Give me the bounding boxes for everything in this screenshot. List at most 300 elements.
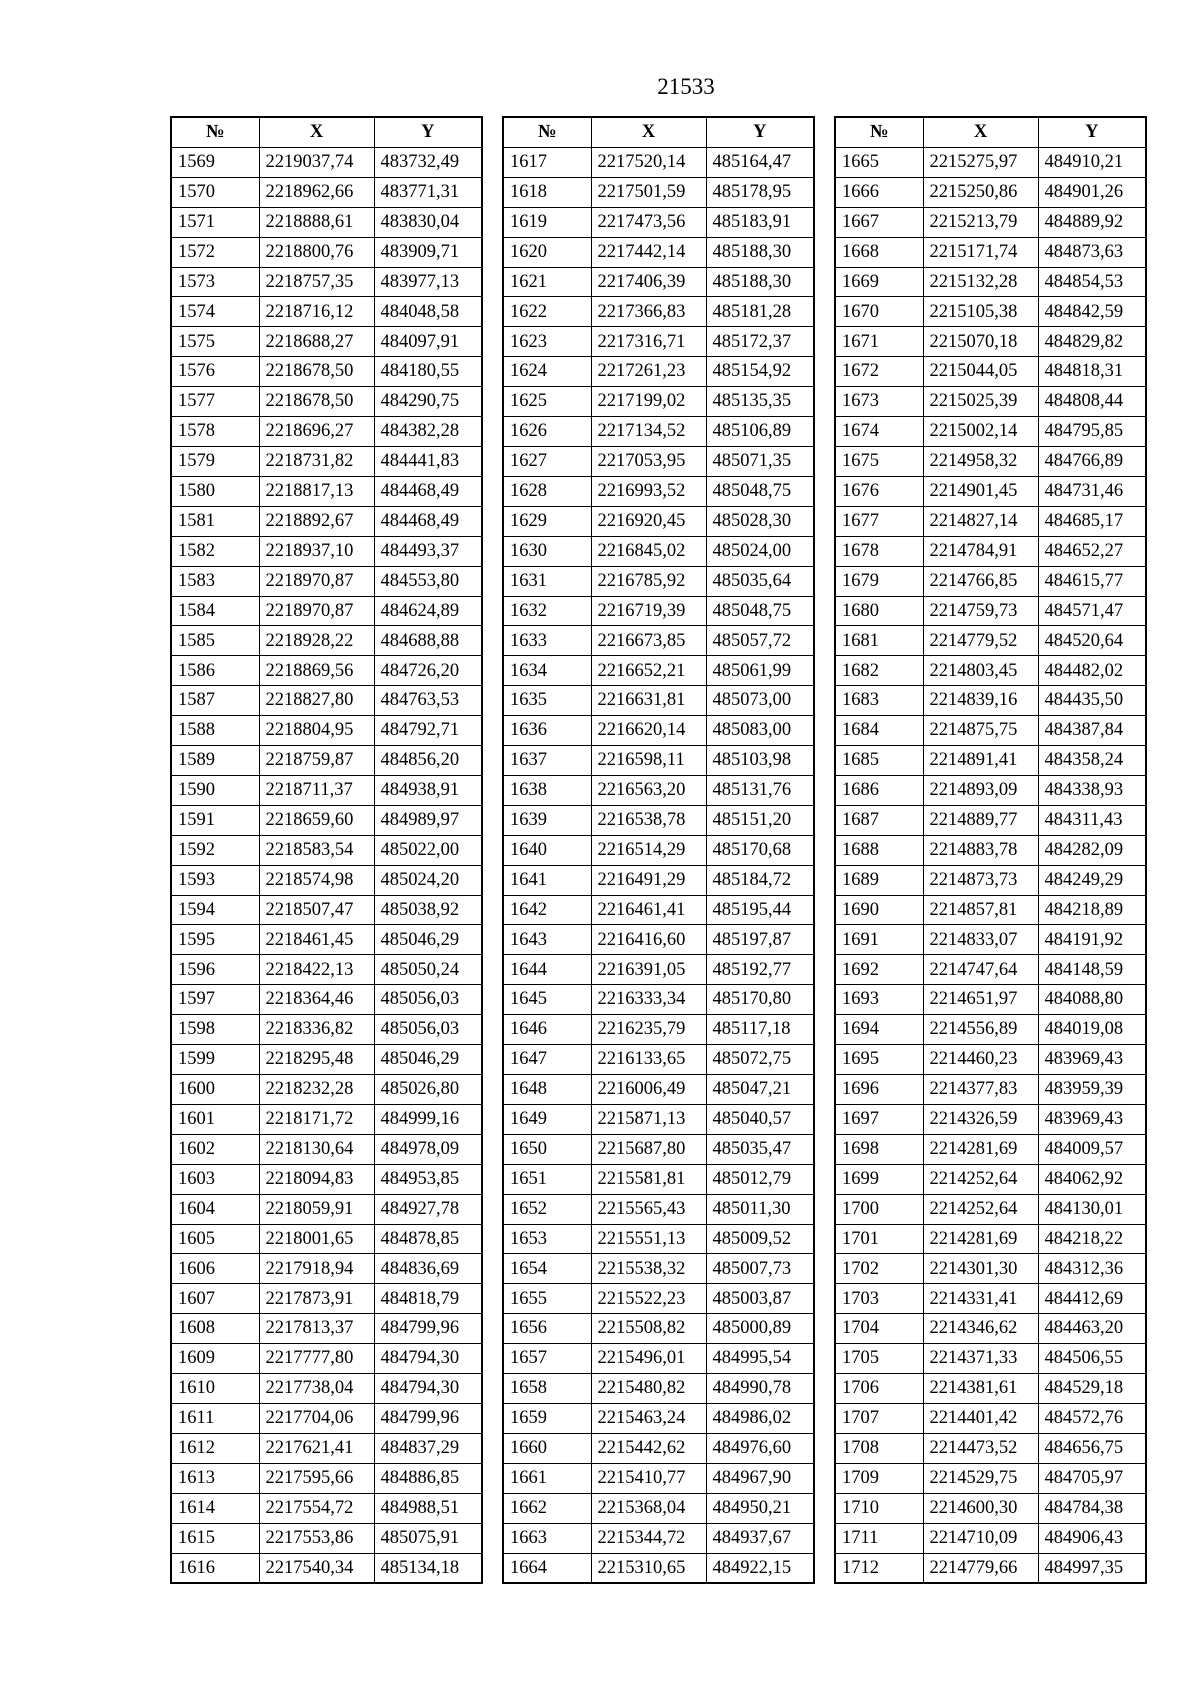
- x-coordinate: 2214651,97: [923, 985, 1038, 1015]
- x-coordinate: 2218817,13: [259, 476, 374, 506]
- x-coordinate: 2217501,59: [591, 177, 706, 207]
- table-row: [503, 805, 814, 835]
- y-coordinate: 484382,28: [374, 417, 482, 447]
- x-coordinate: 2214803,45: [923, 656, 1038, 686]
- table-row: [503, 1164, 814, 1194]
- point-number: 1693: [835, 985, 923, 1015]
- table-row: [835, 1344, 1146, 1374]
- point-number: 1597: [171, 985, 259, 1015]
- y-coordinate: 484218,89: [1038, 895, 1146, 925]
- y-coordinate: 485003,87: [706, 1284, 814, 1314]
- table-row: [503, 566, 814, 596]
- table-row: [171, 327, 482, 357]
- x-coordinate: 2218757,35: [259, 267, 374, 297]
- x-coordinate: 2217595,66: [259, 1463, 374, 1493]
- x-coordinate: 2218970,87: [259, 566, 374, 596]
- y-coordinate: 484927,78: [374, 1194, 482, 1224]
- point-number: 1587: [171, 686, 259, 716]
- x-coordinate: 2214889,77: [923, 805, 1038, 835]
- table-row: [503, 1314, 814, 1344]
- point-number: 1570: [171, 177, 259, 207]
- x-coordinate: 2216631,81: [591, 686, 706, 716]
- point-number: 1692: [835, 955, 923, 985]
- y-coordinate: 484553,80: [374, 566, 482, 596]
- table-row: [503, 1344, 814, 1374]
- y-coordinate: 484529,18: [1038, 1374, 1146, 1404]
- point-number: 1654: [503, 1254, 591, 1284]
- x-coordinate: 2215025,39: [923, 387, 1038, 417]
- y-coordinate: 484506,55: [1038, 1344, 1146, 1374]
- y-coordinate: 484520,64: [1038, 626, 1146, 656]
- y-coordinate: 484572,76: [1038, 1403, 1146, 1433]
- header-number: №: [171, 117, 259, 147]
- y-coordinate: 484685,17: [1038, 506, 1146, 536]
- table-row: [171, 596, 482, 626]
- point-number: 1694: [835, 1015, 923, 1045]
- table-row: [503, 327, 814, 357]
- point-number: 1700: [835, 1194, 923, 1224]
- y-coordinate: 485154,92: [706, 357, 814, 387]
- y-coordinate: 484967,90: [706, 1463, 814, 1493]
- point-number: 1583: [171, 566, 259, 596]
- point-number: 1626: [503, 417, 591, 447]
- x-coordinate: 2215132,28: [923, 267, 1038, 297]
- point-number: 1677: [835, 506, 923, 536]
- y-coordinate: 484468,49: [374, 506, 482, 536]
- point-number: 1705: [835, 1344, 923, 1374]
- table-row: [835, 1224, 1146, 1254]
- y-coordinate: 485024,00: [706, 536, 814, 566]
- point-number: 1661: [503, 1463, 591, 1493]
- x-coordinate: 2218295,48: [259, 1045, 374, 1075]
- x-coordinate: 2214839,16: [923, 686, 1038, 716]
- y-coordinate: 484435,50: [1038, 686, 1146, 716]
- x-coordinate: 2216598,11: [591, 746, 706, 776]
- y-coordinate: 485135,35: [706, 387, 814, 417]
- point-number: 1616: [171, 1553, 259, 1583]
- table-row: [835, 865, 1146, 895]
- table-row: [503, 1104, 814, 1134]
- table-row: [503, 1194, 814, 1224]
- table-row: [503, 1433, 814, 1463]
- point-number: 1585: [171, 626, 259, 656]
- y-coordinate: 485172,37: [706, 327, 814, 357]
- table-row: [171, 446, 482, 476]
- x-coordinate: 2219037,74: [259, 147, 374, 177]
- x-coordinate: 2215250,86: [923, 177, 1038, 207]
- point-number: 1608: [171, 1314, 259, 1344]
- x-coordinate: 2218888,61: [259, 207, 374, 237]
- y-coordinate: 484997,35: [1038, 1553, 1146, 1583]
- table-row: [835, 327, 1146, 357]
- y-coordinate: 484019,08: [1038, 1015, 1146, 1045]
- x-coordinate: 2217053,95: [591, 446, 706, 476]
- table-row: [503, 1523, 814, 1553]
- y-coordinate: 484482,02: [1038, 656, 1146, 686]
- x-coordinate: 2214883,78: [923, 835, 1038, 865]
- table-row: [503, 1493, 814, 1523]
- table-row: [835, 835, 1146, 865]
- y-coordinate: 485061,99: [706, 656, 814, 686]
- x-coordinate: 2215508,82: [591, 1314, 706, 1344]
- table-row: [503, 686, 814, 716]
- table-row: [835, 446, 1146, 476]
- point-number: 1686: [835, 775, 923, 805]
- x-coordinate: 2218716,12: [259, 297, 374, 327]
- table-row: [171, 387, 482, 417]
- point-number: 1609: [171, 1344, 259, 1374]
- x-coordinate: 2215344,72: [591, 1523, 706, 1553]
- y-coordinate: 483909,71: [374, 237, 482, 267]
- y-coordinate: 484976,60: [706, 1433, 814, 1463]
- x-coordinate: 2218804,95: [259, 716, 374, 746]
- x-coordinate: 2218678,50: [259, 357, 374, 387]
- y-coordinate: 485188,30: [706, 267, 814, 297]
- point-number: 1706: [835, 1374, 923, 1404]
- x-coordinate: 2214875,75: [923, 716, 1038, 746]
- y-coordinate: 484624,89: [374, 596, 482, 626]
- coordinates-table-1: [170, 116, 483, 1584]
- table-row: [171, 775, 482, 805]
- x-coordinate: 2216785,92: [591, 566, 706, 596]
- point-number: 1676: [835, 476, 923, 506]
- y-coordinate: 484873,63: [1038, 237, 1146, 267]
- y-coordinate: 484763,53: [374, 686, 482, 716]
- point-number: 1638: [503, 775, 591, 805]
- x-coordinate: 2218731,82: [259, 446, 374, 476]
- table-row: [835, 1164, 1146, 1194]
- point-number: 1689: [835, 865, 923, 895]
- x-coordinate: 2218800,76: [259, 237, 374, 267]
- point-number: 1712: [835, 1553, 923, 1583]
- y-coordinate: 485170,68: [706, 835, 814, 865]
- x-coordinate: 2218659,60: [259, 805, 374, 835]
- table-row: [503, 925, 814, 955]
- table-row: [503, 775, 814, 805]
- x-coordinate: 2215581,81: [591, 1164, 706, 1194]
- point-number: 1582: [171, 536, 259, 566]
- table-row: [171, 147, 482, 177]
- point-number: 1579: [171, 446, 259, 476]
- y-coordinate: 485022,00: [374, 835, 482, 865]
- y-coordinate: 484995,54: [706, 1344, 814, 1374]
- table-row: [835, 1134, 1146, 1164]
- y-coordinate: 484953,85: [374, 1164, 482, 1194]
- point-number: 1685: [835, 746, 923, 776]
- point-number: 1614: [171, 1493, 259, 1523]
- x-coordinate: 2214891,41: [923, 746, 1038, 776]
- x-coordinate: 2215871,13: [591, 1104, 706, 1134]
- x-coordinate: 2218094,83: [259, 1164, 374, 1194]
- point-number: 1695: [835, 1045, 923, 1075]
- y-coordinate: 484937,67: [706, 1523, 814, 1553]
- y-coordinate: 484338,93: [1038, 775, 1146, 805]
- point-number: 1628: [503, 476, 591, 506]
- y-coordinate: 485012,79: [706, 1164, 814, 1194]
- table-row: [171, 865, 482, 895]
- x-coordinate: 2214600,30: [923, 1493, 1038, 1523]
- point-number: 1594: [171, 895, 259, 925]
- table-row: [171, 1194, 482, 1224]
- x-coordinate: 2216514,29: [591, 835, 706, 865]
- point-number: 1617: [503, 147, 591, 177]
- table-row: [503, 177, 814, 207]
- y-coordinate: 484463,20: [1038, 1314, 1146, 1344]
- point-number: 1675: [835, 446, 923, 476]
- y-coordinate: 484468,49: [374, 476, 482, 506]
- y-coordinate: 485048,75: [706, 476, 814, 506]
- x-coordinate: 2214766,85: [923, 566, 1038, 596]
- y-coordinate: 485035,47: [706, 1134, 814, 1164]
- y-coordinate: 484856,20: [374, 746, 482, 776]
- y-coordinate: 484990,78: [706, 1374, 814, 1404]
- y-coordinate: 485035,64: [706, 566, 814, 596]
- table-row: [503, 746, 814, 776]
- header-number: №: [835, 117, 923, 147]
- point-number: 1663: [503, 1523, 591, 1553]
- point-number: 1610: [171, 1374, 259, 1404]
- y-coordinate: 484290,75: [374, 387, 482, 417]
- y-coordinate: 485106,89: [706, 417, 814, 447]
- point-number: 1657: [503, 1344, 591, 1374]
- point-number: 1621: [503, 267, 591, 297]
- y-coordinate: 484358,24: [1038, 746, 1146, 776]
- y-coordinate: 485197,87: [706, 925, 814, 955]
- y-coordinate: 484842,59: [1038, 297, 1146, 327]
- x-coordinate: 2214833,07: [923, 925, 1038, 955]
- y-coordinate: 484878,85: [374, 1224, 482, 1254]
- x-coordinate: 2214827,14: [923, 506, 1038, 536]
- y-coordinate: 485178,95: [706, 177, 814, 207]
- x-coordinate: 2214401,42: [923, 1403, 1038, 1433]
- point-number: 1710: [835, 1493, 923, 1523]
- x-coordinate: 2218928,22: [259, 626, 374, 656]
- table-row: [503, 985, 814, 1015]
- x-coordinate: 2217704,06: [259, 1403, 374, 1433]
- x-coordinate: 2217553,86: [259, 1523, 374, 1553]
- table-header-row: [171, 117, 482, 147]
- table-row: [503, 865, 814, 895]
- y-coordinate: 484048,58: [374, 297, 482, 327]
- y-coordinate: 483732,49: [374, 147, 482, 177]
- point-number: 1602: [171, 1134, 259, 1164]
- y-coordinate: 484766,89: [1038, 446, 1146, 476]
- table-row: [835, 147, 1146, 177]
- point-number: 1665: [835, 147, 923, 177]
- y-coordinate: 484441,83: [374, 446, 482, 476]
- y-coordinate: 484818,79: [374, 1284, 482, 1314]
- table-row: [171, 566, 482, 596]
- x-coordinate: 2218001,65: [259, 1224, 374, 1254]
- table-row: [835, 1403, 1146, 1433]
- header-x: X: [591, 117, 706, 147]
- x-coordinate: 2218130,64: [259, 1134, 374, 1164]
- table-row: [503, 1403, 814, 1433]
- table-row: [503, 656, 814, 686]
- x-coordinate: 2215538,32: [591, 1254, 706, 1284]
- y-coordinate: 484836,69: [374, 1254, 482, 1284]
- x-coordinate: 2216491,29: [591, 865, 706, 895]
- header-x: X: [259, 117, 374, 147]
- x-coordinate: 2215565,43: [591, 1194, 706, 1224]
- table-row: [503, 207, 814, 237]
- table-row: [171, 925, 482, 955]
- y-coordinate: 484910,21: [1038, 147, 1146, 177]
- table-row: [171, 1374, 482, 1404]
- y-coordinate: 485075,91: [374, 1523, 482, 1553]
- y-coordinate: 485046,29: [374, 925, 482, 955]
- table-row: [835, 1015, 1146, 1045]
- point-number: 1660: [503, 1433, 591, 1463]
- point-number: 1678: [835, 536, 923, 566]
- header-x: X: [923, 117, 1038, 147]
- table-row: [835, 207, 1146, 237]
- y-coordinate: 484794,30: [374, 1344, 482, 1374]
- x-coordinate: 2215480,82: [591, 1374, 706, 1404]
- table-row: [835, 1493, 1146, 1523]
- y-coordinate: 484130,01: [1038, 1194, 1146, 1224]
- point-number: 1590: [171, 775, 259, 805]
- point-number: 1702: [835, 1254, 923, 1284]
- x-coordinate: 2215442,62: [591, 1433, 706, 1463]
- point-number: 1606: [171, 1254, 259, 1284]
- point-number: 1615: [171, 1523, 259, 1553]
- table-row: [835, 177, 1146, 207]
- point-number: 1674: [835, 417, 923, 447]
- table-row: [503, 1374, 814, 1404]
- table-row: [835, 297, 1146, 327]
- point-number: 1624: [503, 357, 591, 387]
- x-coordinate: 2217621,41: [259, 1433, 374, 1463]
- y-coordinate: 485026,80: [374, 1075, 482, 1105]
- y-coordinate: 485040,57: [706, 1104, 814, 1134]
- x-coordinate: 2216416,60: [591, 925, 706, 955]
- x-coordinate: 2218696,27: [259, 417, 374, 447]
- table-row: [171, 1254, 482, 1284]
- y-coordinate: 485050,24: [374, 955, 482, 985]
- y-coordinate: 484656,75: [1038, 1433, 1146, 1463]
- y-coordinate: 485083,00: [706, 716, 814, 746]
- table-header-row: [835, 117, 1146, 147]
- y-coordinate: 485047,21: [706, 1075, 814, 1105]
- y-coordinate: 485024,20: [374, 865, 482, 895]
- y-coordinate: 484829,82: [1038, 327, 1146, 357]
- y-coordinate: 484999,16: [374, 1104, 482, 1134]
- x-coordinate: 2215105,38: [923, 297, 1038, 327]
- x-coordinate: 2217540,34: [259, 1553, 374, 1583]
- x-coordinate: 2217316,71: [591, 327, 706, 357]
- point-number: 1622: [503, 297, 591, 327]
- point-number: 1697: [835, 1104, 923, 1134]
- y-coordinate: 484249,29: [1038, 865, 1146, 895]
- point-number: 1679: [835, 566, 923, 596]
- x-coordinate: 2218232,28: [259, 1075, 374, 1105]
- y-coordinate: 485009,52: [706, 1224, 814, 1254]
- point-number: 1572: [171, 237, 259, 267]
- point-number: 1618: [503, 177, 591, 207]
- x-coordinate: 2214529,75: [923, 1463, 1038, 1493]
- y-coordinate: 484837,29: [374, 1433, 482, 1463]
- x-coordinate: 2216620,14: [591, 716, 706, 746]
- x-coordinate: 2216993,52: [591, 476, 706, 506]
- point-number: 1623: [503, 327, 591, 357]
- x-coordinate: 2217442,14: [591, 237, 706, 267]
- x-coordinate: 2214901,45: [923, 476, 1038, 506]
- table-row: [503, 1134, 814, 1164]
- point-number: 1591: [171, 805, 259, 835]
- y-coordinate: 484731,46: [1038, 476, 1146, 506]
- table-row: [171, 1075, 482, 1105]
- point-number: 1589: [171, 746, 259, 776]
- point-number: 1711: [835, 1523, 923, 1553]
- y-coordinate: 484387,84: [1038, 716, 1146, 746]
- y-coordinate: 484854,53: [1038, 267, 1146, 297]
- point-number: 1643: [503, 925, 591, 955]
- point-number: 1586: [171, 656, 259, 686]
- table-row: [503, 147, 814, 177]
- point-number: 1639: [503, 805, 591, 835]
- point-number: 1707: [835, 1403, 923, 1433]
- point-number: 1649: [503, 1104, 591, 1134]
- y-coordinate: 483959,39: [1038, 1075, 1146, 1105]
- table-row: [835, 1045, 1146, 1075]
- table-row: [835, 1284, 1146, 1314]
- point-number: 1687: [835, 805, 923, 835]
- y-coordinate: 485038,92: [374, 895, 482, 925]
- table-row: [171, 476, 482, 506]
- table-row: [503, 237, 814, 267]
- y-coordinate: 484312,36: [1038, 1254, 1146, 1284]
- header-number: №: [503, 117, 591, 147]
- y-coordinate: 484009,57: [1038, 1134, 1146, 1164]
- point-number: 1605: [171, 1224, 259, 1254]
- y-coordinate: 484191,92: [1038, 925, 1146, 955]
- x-coordinate: 2215171,74: [923, 237, 1038, 267]
- table-row: [171, 237, 482, 267]
- point-number: 1635: [503, 686, 591, 716]
- y-coordinate: 483969,43: [1038, 1045, 1146, 1075]
- x-coordinate: 2216333,34: [591, 985, 706, 1015]
- y-coordinate: 485072,75: [706, 1045, 814, 1075]
- table-row: [503, 536, 814, 566]
- point-number: 1642: [503, 895, 591, 925]
- x-coordinate: 2214371,33: [923, 1344, 1038, 1374]
- point-number: 1704: [835, 1314, 923, 1344]
- x-coordinate: 2217554,72: [259, 1493, 374, 1523]
- point-number: 1599: [171, 1045, 259, 1075]
- table-row: [171, 536, 482, 566]
- table-row: [835, 805, 1146, 835]
- point-number: 1601: [171, 1104, 259, 1134]
- point-number: 1631: [503, 566, 591, 596]
- y-coordinate: 485056,03: [374, 1015, 482, 1045]
- y-coordinate: 484493,37: [374, 536, 482, 566]
- x-coordinate: 2214301,30: [923, 1254, 1038, 1284]
- x-coordinate: 2214873,73: [923, 865, 1038, 895]
- y-coordinate: 484886,85: [374, 1463, 482, 1493]
- table-row: [835, 656, 1146, 686]
- y-coordinate: 484794,30: [374, 1374, 482, 1404]
- table-row: [171, 267, 482, 297]
- y-coordinate: 484088,80: [1038, 985, 1146, 1015]
- y-coordinate: 485046,29: [374, 1045, 482, 1075]
- table-row: [835, 925, 1146, 955]
- point-number: 1596: [171, 955, 259, 985]
- table-row: [171, 835, 482, 865]
- y-coordinate: 484097,91: [374, 327, 482, 357]
- table-row: [503, 835, 814, 865]
- x-coordinate: 2218422,13: [259, 955, 374, 985]
